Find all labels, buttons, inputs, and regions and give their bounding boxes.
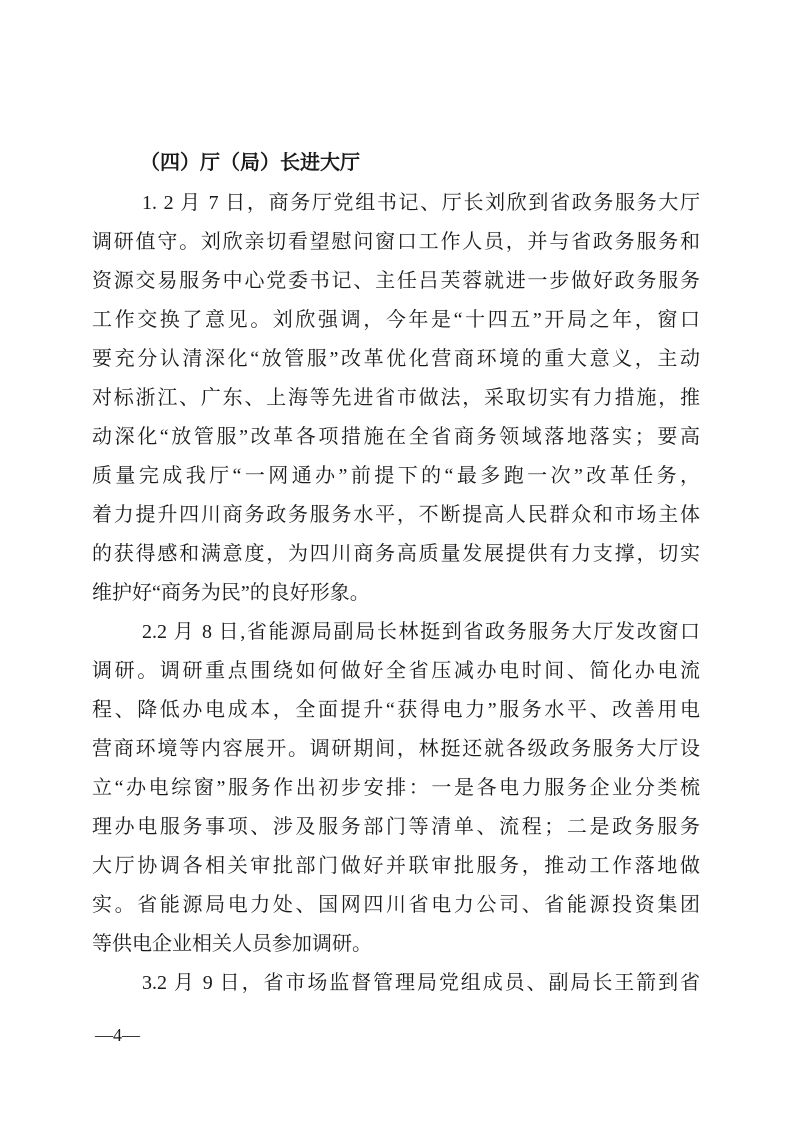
text-line: 着力提升四川商务政务服务水平，不断提高人民群众和市场主体 bbox=[92, 504, 700, 526]
text-line: 大厅协调各相关审批部门做好并联审批服务，推动工作落地做 bbox=[92, 855, 700, 877]
text-line: 实。省能源局电力处、国网四川省电力公司、省能源投资集团 bbox=[92, 894, 700, 916]
text-line: 动深化“放管服”改革各项措施在全省商务领域落地落实；要高 bbox=[92, 426, 700, 448]
text-line: 质量完成我厅“一网通办”前提下的“最多跑一次”改革任务， bbox=[92, 465, 700, 487]
text-line: 对标浙江、广东、上海等先进省市做法，采取切实有力措施，推 bbox=[92, 387, 700, 409]
text-line: 等供电企业相关人员参加调研。 bbox=[92, 933, 372, 955]
text-line: 3.2 月 9 日，省市场监督管理局党组成员、副局长王箭到省 bbox=[142, 972, 700, 994]
text-line: 调研。调研重点围绕如何做好全省压减办电时间、简化办电流 bbox=[92, 660, 700, 682]
text-line: 程、降低办电成本，全面提升“获得电力”服务水平、改善用电 bbox=[92, 699, 700, 721]
text-line: 维护好“商务为民”的良好形象。 bbox=[92, 582, 370, 604]
text-line: 的获得感和满意度，为四川商务高质量发展提供有力支撑，切实 bbox=[92, 543, 700, 565]
text-line: 立“办电综窗”服务作出初步安排：一是各电力服务企业分类梳 bbox=[92, 777, 700, 799]
text-line: 2.2 月 8 日,省能源局副局长林挺到省政务服务大厅发改窗口 bbox=[142, 621, 700, 643]
text-line: 工作交换了意见。刘欣强调，今年是“十四五”开局之年，窗口 bbox=[92, 309, 700, 331]
text-line: 资源交易服务中心党委书记、主任吕芙蓉就进一步做好政务服务 bbox=[92, 270, 700, 292]
text-line: 要充分认清深化“放管服”改革优化营商环境的重大意义，主动 bbox=[92, 348, 700, 370]
page-number: —4— bbox=[95, 1025, 140, 1045]
text-line: 理办电服务事项、涉及服务部门等清单、流程；二是政务服务 bbox=[92, 816, 700, 838]
section-heading: （四）厅（局）长进大厅 bbox=[140, 152, 360, 174]
text-line: 1. 2 月 7 日，商务厅党组书记、厅长刘欣到省政务服务大厅 bbox=[142, 192, 700, 214]
text-line: 营商环境等内容展开。调研期间，林挺还就各级政务服务大厅设 bbox=[92, 738, 700, 760]
text-line: 调研值守。刘欣亲切看望慰问窗口工作人员，并与省政务服务和 bbox=[92, 231, 700, 253]
